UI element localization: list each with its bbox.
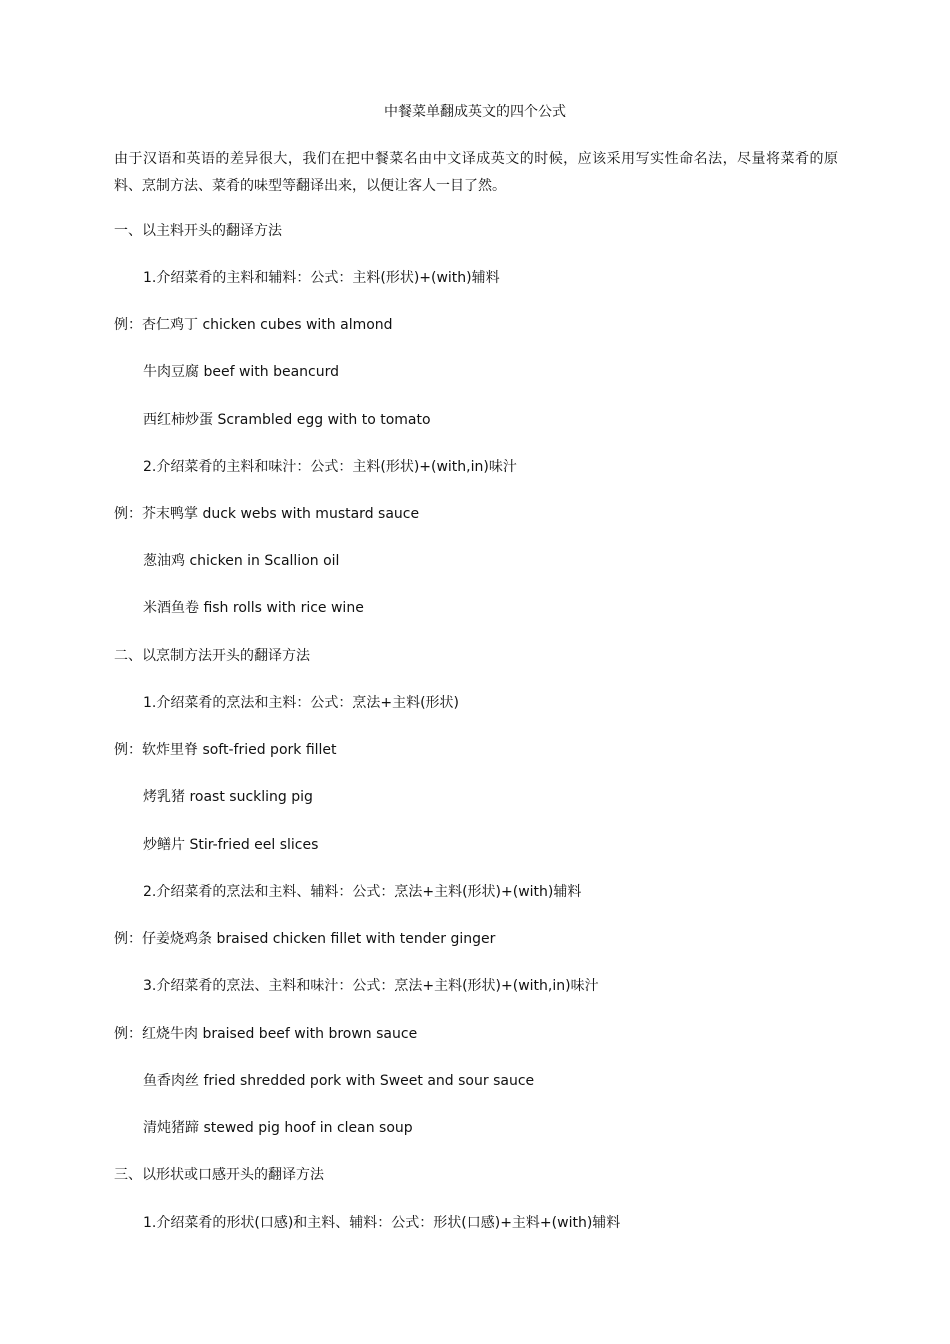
formula-2-3: 3.介绍菜肴的烹法、主料和味汁：公式：烹法+主料(形状)+(with,in)味汁: [143, 978, 599, 994]
example-line: 例：软炸里脊 soft-fried pork fillet: [114, 742, 337, 758]
example-line: 例：芥末鸭掌 duck webs with mustard sauce: [114, 506, 420, 522]
formula-2-2: 2.介绍菜肴的烹法和主料、辅料：公式：烹法+主料(形状)+(with)辅料: [143, 884, 582, 900]
section-heading-1: 一、以主料开头的翻译方法: [114, 223, 282, 239]
example-line: 清炖猪蹄 stewed pig hoof in clean soup: [143, 1120, 413, 1136]
example-line: 西红柿炒蛋 Scrambled egg with to tomato: [143, 412, 431, 428]
example-line: 米酒鱼卷 fish rolls with rice wine: [143, 600, 364, 616]
example-line: 鱼香肉丝 fried shredded pork with Sweet and sour sauce: [143, 1073, 535, 1089]
example-line: 例：红烧牛肉 braised beef with brown sauce: [114, 1026, 418, 1042]
formula-1-1: 1.介绍菜肴的主料和辅料：公式：主料(形状)+(with)辅料: [143, 270, 500, 286]
example-line: 例：杏仁鸡丁 chicken cubes with almond: [114, 317, 393, 333]
example-line: 葱油鸡 chicken in Scallion oil: [143, 553, 340, 569]
example-line: 例：仔姜烧鸡条 braised chicken fillet with tender ginger: [114, 931, 496, 947]
example-line: 牛肉豆腐 beef with beancurd: [143, 364, 340, 380]
example-line: 烤乳猪 roast suckling pig: [143, 789, 313, 805]
formula-3-1: 1.介绍菜肴的形状(口感)和主料、辅料：公式：形状(口感)+主料+(with)辅料: [143, 1215, 621, 1231]
formula-1-2: 2.介绍菜肴的主料和味汁：公式：主料(形状)+(with,in)味汁: [143, 459, 517, 475]
formula-2-1: 1.介绍菜肴的烹法和主料：公式：烹法+主料(形状): [143, 695, 460, 711]
section-heading-2: 二、以烹制方法开头的翻译方法: [114, 648, 310, 664]
section-heading-3: 三、以形状或口感开头的翻译方法: [114, 1167, 324, 1183]
example-line: 炒鳝片 Stir-fried eel slices: [143, 837, 319, 853]
intro-paragraph: 由于汉语和英语的差异很大，我们在把中餐菜名由中文译成英文的时候，应该采用写实性命名法，尽量将菜肴的原料、烹制方法、菜肴的味型等翻译出来，以便让客人一目了然。: [114, 151, 838, 194]
page-title: 中餐菜单翻成英文的四个公式: [384, 104, 566, 120]
